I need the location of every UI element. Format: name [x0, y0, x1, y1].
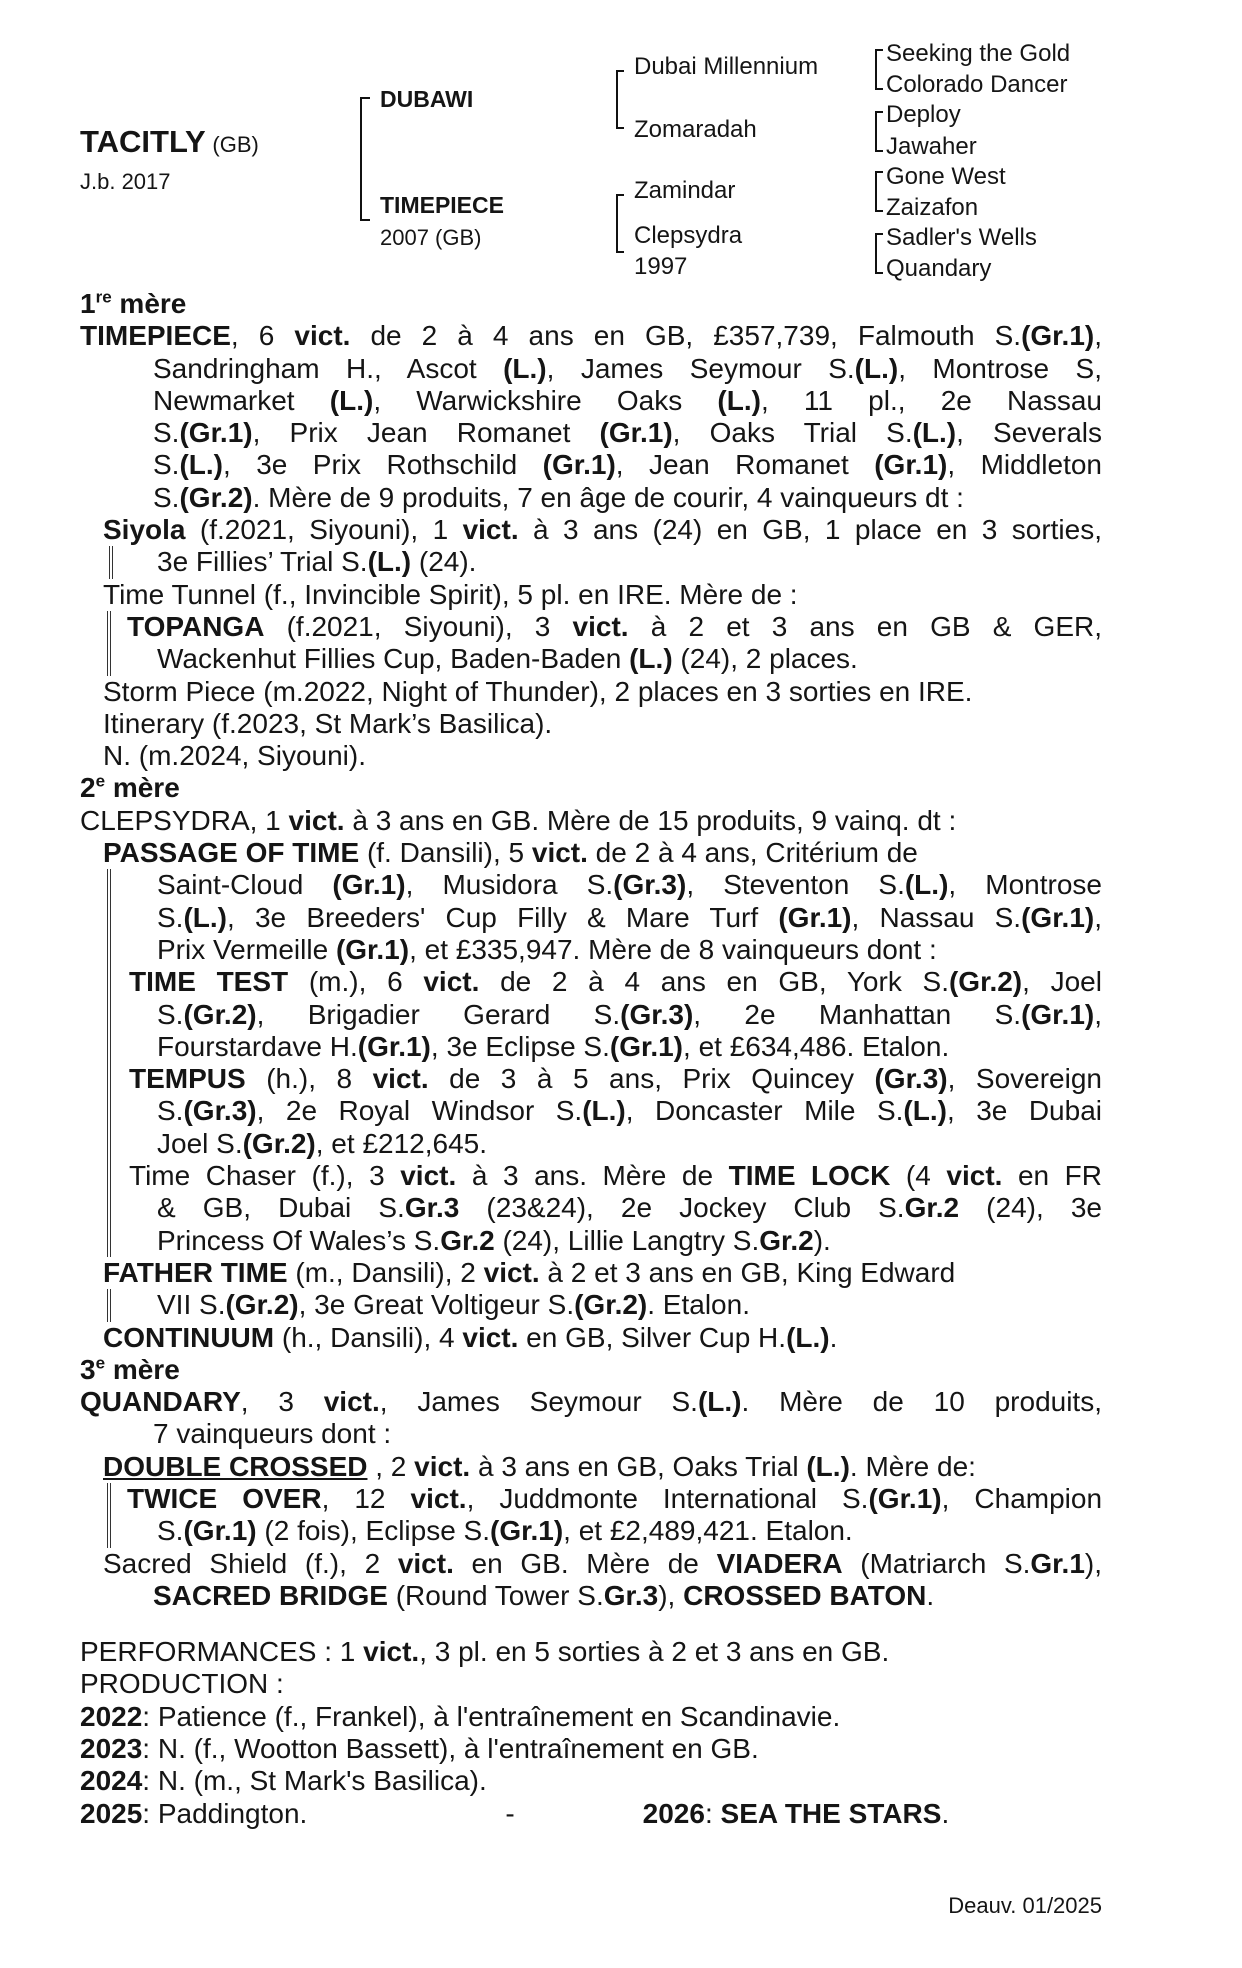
passage-of-time-line: PASSAGE OF TIME (f. Dansili), 5 vict. de 2 à 4 ans, Critérium de	[103, 837, 918, 869]
pedigree-bracket-dam	[616, 194, 624, 253]
father-time-line: FATHER TIME (m., Dansili), 2 vict. à 2 et 3 ans en GB, King Edward	[103, 1256, 956, 1288]
production-heading: PRODUCTION :	[80, 1668, 284, 1700]
timepiece-line: TIMEPIECE, 6 vict. de 2 à 4 ans en GB, £357,739, Falmouth S.(Gr.1),	[80, 320, 1102, 352]
quandary-line: QUANDARY, 3 vict., James Seymour S.(L.). Mère de 10 produits,	[80, 1386, 1102, 1418]
sacred-shield-line: Sacred Shield (f.), 2 vict. en GB. Mère de VIADERA (Matriarch S.Gr.1),	[103, 1547, 1102, 1579]
grandsire-1: Dubai Millennium	[634, 53, 819, 80]
tempus-line: TEMPUS (h.), 8 vict. de 3 à 5 ans, Prix Quincey (Gr.3), Sovereign	[107, 1063, 1102, 1095]
twice-over-line: TWICE OVER, 12 vict., Juddmonte International S.(Gr.1), Champion	[107, 1483, 1102, 1515]
time-test-line: TIME TEST (m.), 6 vict. de 2 à 4 ans en GB, York S.(Gr.2), Joel	[107, 966, 1102, 998]
ggp-8: Quandary	[886, 255, 992, 282]
dam-info: 2007 (GB)	[380, 225, 482, 250]
document-reference: Deauv. 01/2025	[948, 1893, 1102, 1918]
production-2024: 2024: N. (m., St Mark's Basilica).	[80, 1765, 487, 1797]
ggp-2: Colorado Dancer	[886, 71, 1068, 98]
granddam-2-year: 1997	[634, 253, 688, 280]
horse-country: (GB)	[212, 132, 259, 157]
production-2022: 2022: Patience (f., Frankel), à l'entraînement en Scandinavie.	[80, 1700, 841, 1732]
ggp-1: Seeking the Gold	[886, 40, 1071, 67]
granddam-1: Zomaradah	[634, 116, 757, 143]
ggp-7: Sadler's Wells	[886, 224, 1037, 251]
ggp-6: Zaizafon	[886, 194, 979, 221]
second-dam-heading: 2e mère	[80, 772, 180, 804]
topanga-line: TOPANGA (f.2021, Siyouni), 3 vict. à 2 et 3 ans en GB & GER,	[107, 611, 1102, 643]
bracket-gg-2	[875, 111, 883, 152]
production-2025-2026: 2025: Paddington. - 2026: SEA THE STARS.	[80, 1797, 950, 1829]
first-dam-heading: 1re mère	[80, 288, 187, 319]
ggp-3: Deploy	[886, 101, 961, 128]
production-2023: 2023: N. (f., Wootton Bassett), à l'entraînement en GB.	[80, 1733, 759, 1765]
horse-title	[80, 125, 259, 162]
bracket-gg-1	[875, 49, 883, 90]
ggp-4: Jawaher	[886, 133, 977, 160]
horse-info: J.b. 2017	[80, 169, 171, 194]
bracket-gg-3	[875, 171, 883, 212]
sire-name: DUBAWI	[380, 86, 474, 112]
third-dam-heading: 3e mère	[80, 1353, 180, 1385]
granddam-2: Clepsydra	[634, 222, 743, 249]
clepsydra-line: CLEPSYDRA, 1 vict. à 3 ans en GB. Mère de 15 produits, 9 vainq. dt :	[80, 804, 957, 836]
siyola-line: Siyola (f.2021, Siyouni), 1 vict. à 3 ans (24) en GB, 1 place en 3 sorties,	[103, 514, 1102, 546]
performances-line: PERFORMANCES : 1 vict., 3 pl. en 5 sorties à 2 et 3 ans en GB.	[80, 1636, 890, 1668]
time-chaser-line: Time Chaser (f.), 3 vict. à 3 ans. Mère de TIME LOCK (4 vict. en FR	[107, 1160, 1102, 1192]
horse-name: TACITLY	[80, 124, 206, 159]
dam-name: TIMEPIECE	[380, 192, 504, 218]
pedigree-notes: 1re mère TIMEPIECE, 6 vict. de 2 à 4 ans en GB, £357,739, Falmouth S.(Gr.1), Sandringham H., Ascot (L.), James Seymour S.(L.), Montrose S, Newmarket (L.), Warwickshire Oaks (L.), 11 pl., 2e Nassau S.(Gr.1), Prix Jean Romanet (Gr.1), Oaks Trial S.(L.), Severals S.(L.), 3e Prix Rothschild (Gr.1), Jean Romanet (Gr.1), Middleton S.(Gr.2). Mère de 9 produits, 7 en âge de courir, 4 vainqueurs dt : Siyola (f.2021, Siyouni), 1 vict. à 3 ans (24) en GB, 1 place en 3 sorties, 3e Fillies’ Trial S.(L.) (24). Time Tunnel (f., Invincible Spirit), 5 pl. en IRE. Mère de : TOPANGA (f.2021, Siyouni), 3 vict. à 2 et 3 ans en GB & GER, Wackenhut Fillies Cup, Baden-Baden (L.) (24), 2 places. Storm Piece (m.2022, Night of Thunder), 2 places en 3 sorties en IRE. Itinerary (f.2023, St Mark’s Basilica). N. (m.2024, Siyouni). 2e mère CLEPSYDRA, 1 vict. à 3 ans en GB. Mère de 15 produits, 9 vainq. dt : PASSAGE OF TIME (f. Dansili), 5 vict. de 2 à 4 ans, Critérium de Saint-Cloud (Gr.1), Musidora S.(Gr.3), Steventon S.(L.), Montrose S.(L.), 3e Breeders' Cup Filly & Mare Turf (Gr.1), Nassau S.(Gr.1), Prix Vermeille (Gr.1), et £335,947. Mère de 8 vainqueurs dont : TIME TEST (m.), 6 vict. de 2 à 4 ans en GB, York S.(Gr.2), Joel S.(Gr.2), Brigadier Gerard S.(Gr.3), 2e Manhattan S.(Gr.1), Fourstardave H.(Gr.1), 3e Eclipse S.(Gr.1), et £634,486. Etalon. TEMPUS (h.), 8 vict. de 3 à 5 ans, Prix Quincey (Gr.3), Sovereign S.(Gr.3), 2e Royal Windsor S.(L.), Doncaster Mile S.(L.), 3e Dubai Joel S.(Gr.2), et £212,645. Time Chaser (f.), 3 vict. à 3 ans. Mère de TIME LOCK (4 vict. en FR & GB, Dubai S.Gr.3 (23&24), 2e Jockey Club S.Gr.2 (24), 3e Princess Of Wales’s S.Gr.2 (24), Lillie Langtry S.Gr.2). FATHER TIME (m., Dansili), 2 vict. à 2 et 3 ans en GB, King Edward VII S.(Gr.2), 3e Great Voltigeur S.(Gr.2). Etalon. CONTINUUM (h., Dansili), 4 vict. en GB, Silver Cup H.(L.). 3e mère QUANDARY, 3 vict., James Seymour S.(L.). Mère de 10 produits, 7 vainqueurs dont : DOUBLE CROSSED , 2 vict. à 3 ans en GB, Oaks Trial (L.). Mère de: TWICE OVER, 12 vict., Juddmonte International S.(Gr.1), Champion S.(Gr.1) (2 fois), Eclipse S.(Gr.1), et £2,489,421. Etalon. Sacred Shield (f.), 2 vict. en GB. Mère de VIADERA (Matriarch S.Gr.1), SACRED BRIDGE (Round Tower S.Gr.3), CROSSED BATON. PERFORMANCES : 1 vict., 3 pl. en 5 sorties à 2 et 3 ans en GB. PRODUCTION : 2022: Patience (f., Frankel), à l'entraînement en Scandinavie. 2023: N. (f., Wootton Bassett), à l'entraînement en GB. 2024: N. (m., St Mark's Basilica). 2025: Paddington. - 2026: SEA THE STARS.	[80, 288, 1102, 1829]
pedigree-bracket-main	[360, 97, 370, 221]
bracket-gg-4	[875, 233, 883, 274]
grandsire-2: Zamindar	[634, 177, 736, 204]
continuum-line: CONTINUUM (h., Dansili), 4 vict. en GB, Silver Cup H.(L.).	[103, 1321, 838, 1353]
pedigree-bracket-sire	[616, 70, 624, 129]
ggp-5: Gone West	[886, 163, 1006, 190]
double-crossed-line: DOUBLE CROSSED , 2 vict. à 3 ans en GB, Oaks Trial (L.). Mère de:	[103, 1450, 976, 1482]
